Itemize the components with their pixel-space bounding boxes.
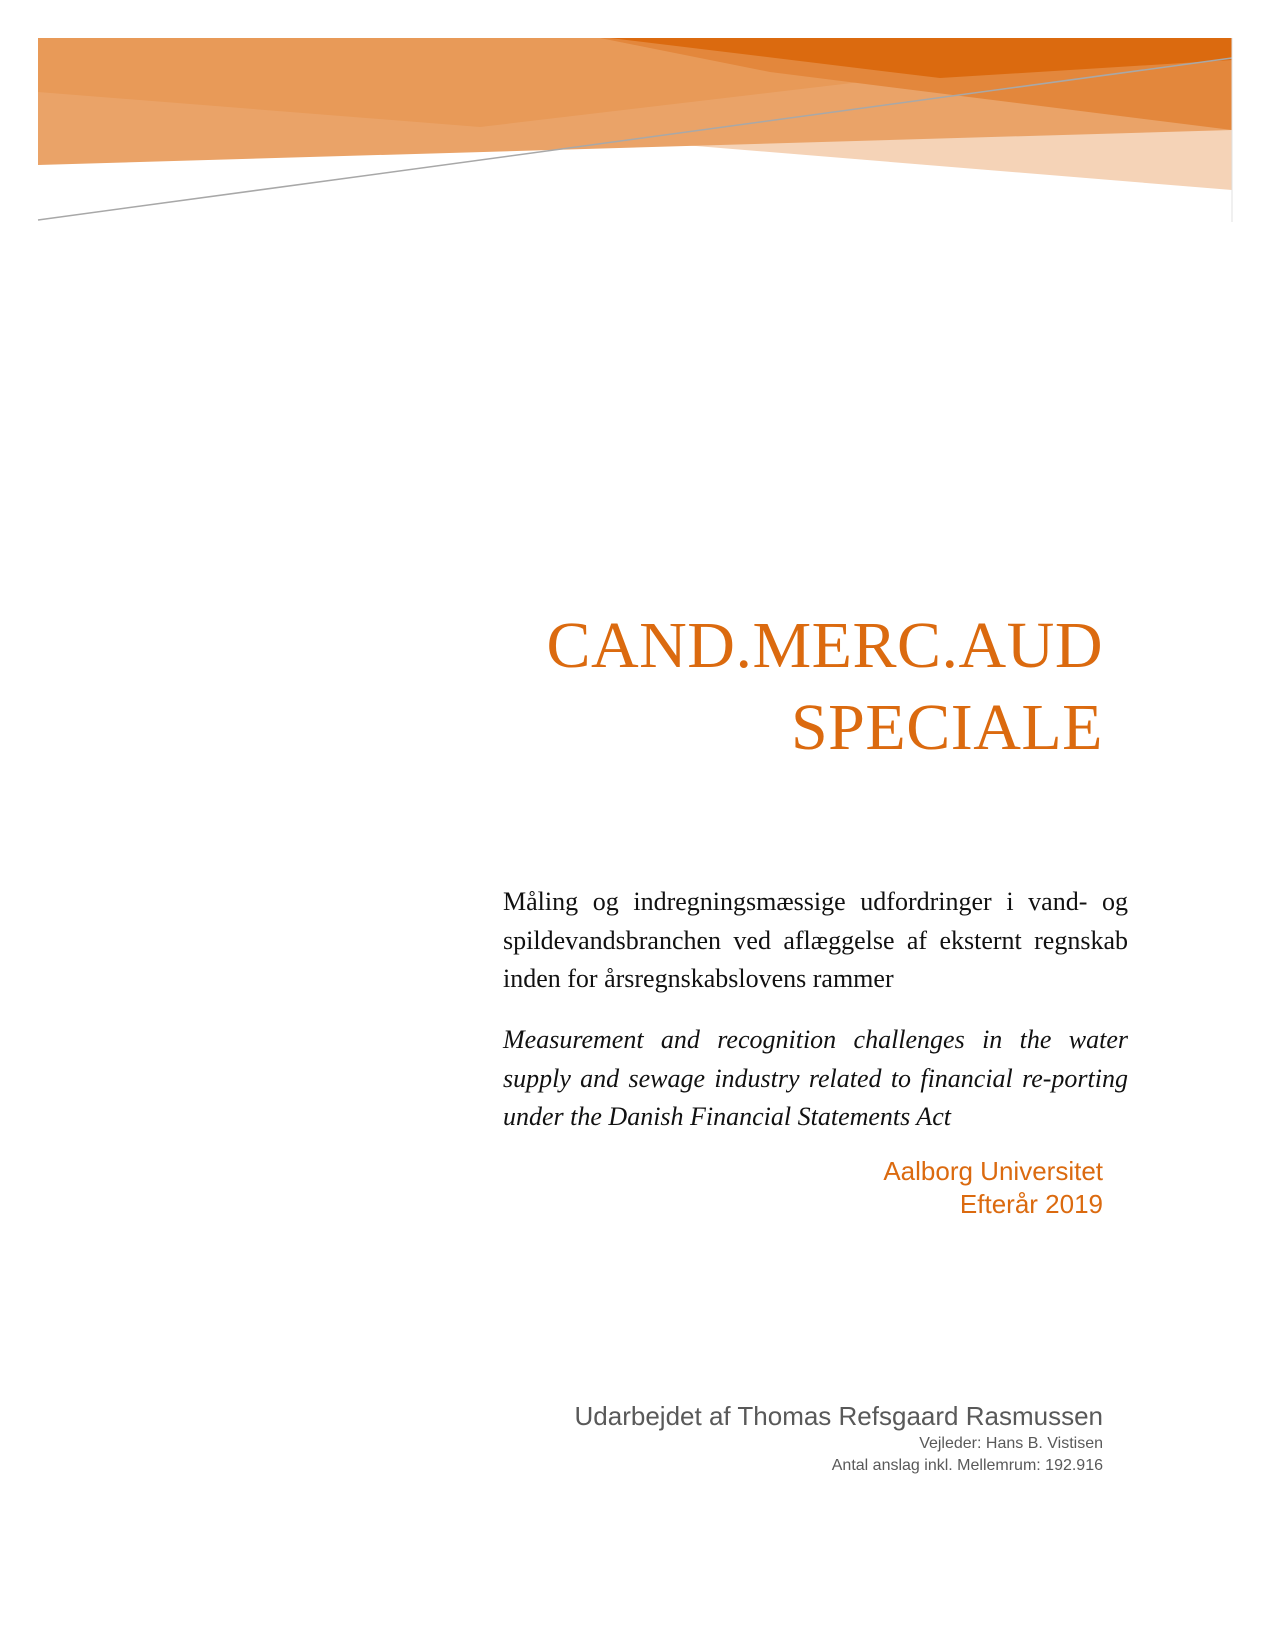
subtitle-danish: Måling og indregningsmæssige udfordringer i vand- og spildevandsbranchen ved aflæggelse af eksternt regnskab inden for årsregnskabslovens rammer: [503, 887, 1128, 993]
header-banner-graphic: [0, 0, 1275, 230]
university-name: Aalborg Universitet: [883, 1156, 1103, 1186]
institution-block: [883, 1155, 1103, 1221]
character-count-line: Antal anslag inkl. Mellemrum: 192.916: [831, 1457, 1103, 1474]
title-line-1: CAND.MERC.AUD: [546, 609, 1103, 682]
subtitle-english: Measurement and recognition challenges in the water supply and sewage industry related to financial re-porting under the Danish Financial Statements Act: [503, 1025, 1128, 1131]
semester-label: Efterår 2019: [959, 1189, 1103, 1219]
credits-block: [575, 1399, 1103, 1477]
supervisor-line: Vejleder: Hans B. Vistisen: [919, 1435, 1103, 1452]
document-title: [546, 605, 1103, 769]
author-line: Udarbejdet af Thomas Refsgaard Rasmussen: [574, 1401, 1103, 1431]
title-line-2: SPECIALE: [790, 691, 1103, 764]
